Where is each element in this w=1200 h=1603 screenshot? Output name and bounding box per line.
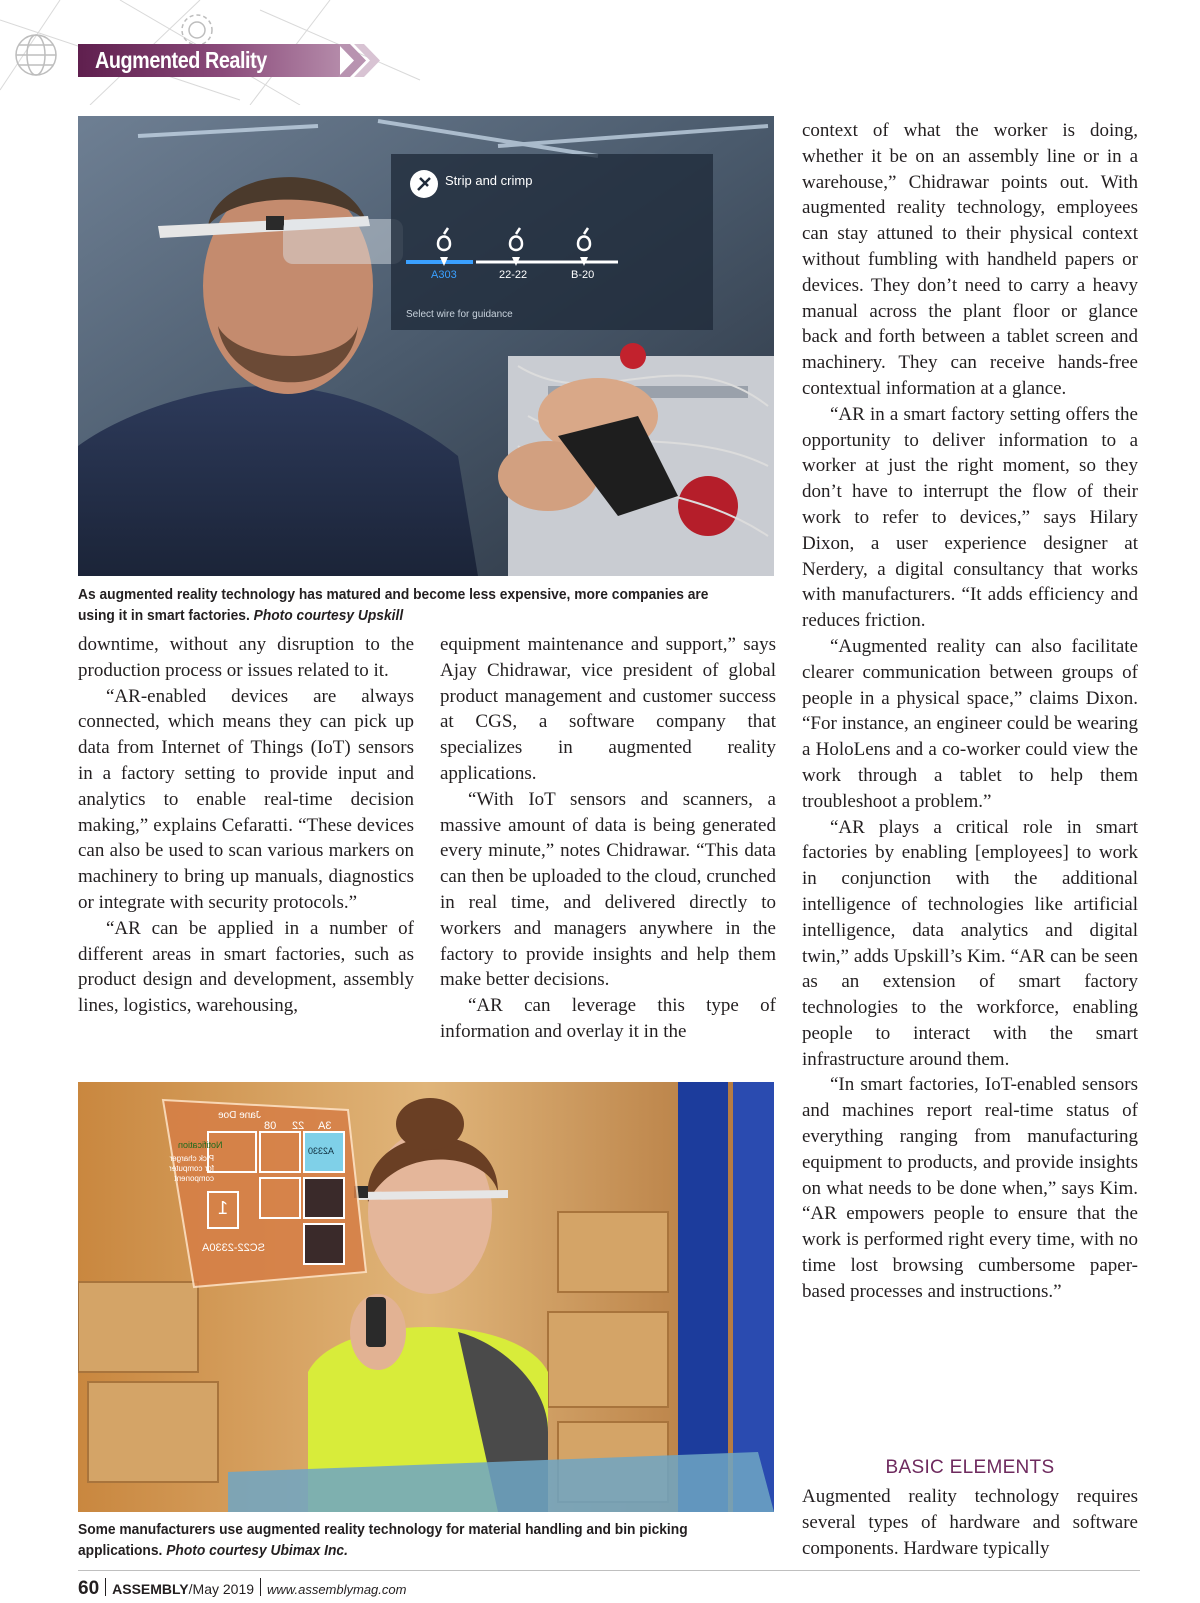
magazine-name: ASSEMBLY	[112, 1581, 189, 1597]
wire-label-a303: A303	[431, 269, 457, 281]
hud-cell: A2330	[308, 1146, 335, 1156]
paragraph: context of what the worker is doing, whether it be on an assembly line or in a warehouse,” Chidrawar points out. With augmented reality technology, employees can stay attuned to their physical context without fumbling with handheld papers or devices. They don’t need to carry a heavy manual across the plant floor or glance back and forth between a tablet screen and machinery. They can receive hands-free contextual information at a glance.	[802, 120, 1138, 399]
page-footer	[78, 1578, 406, 1602]
website-link[interactable]: www.assemblymag.com	[267, 1582, 407, 1597]
paragraph: equipment maintenance and support,” says Ajay Chidrawar, vice president of global product management and customer success at CGS, a software company that specializes in augmented reality applications.	[440, 634, 776, 784]
page-number: 60	[78, 1578, 100, 1599]
hud-count: 3A	[318, 1120, 332, 1132]
subhead-basic-elements: BASIC ELEMENTS	[885, 1457, 1055, 1478]
column-3	[802, 118, 1138, 1305]
overlay-hint: Select wire for guidance	[406, 309, 513, 320]
gear-icon	[182, 15, 212, 45]
paragraph: “AR plays a critical role in smart factories by enabling [employees] to work in conjunction with the additional intelligence of technologies like artificial intelligence, data analytics and digital twin,” adds Upskill’s Kim. “AR can be seen as an extension of smart factory technologies to the workforce, enabling people to interact with the smart infrastructure around them.	[802, 816, 1138, 1070]
wire-label-b20: B-20	[571, 269, 595, 281]
paragraph: “Augmented reality can also facilitate clearer communication between groups of people in a physical space,” claims Dixon. “For instance, an engineer could be wearing a HoloLens and a co-worker could view the work through a tablet to help them troubleshoot a problem.”	[802, 635, 1138, 812]
photo-credit: Photo courtesy Ubimax Inc.	[166, 1542, 348, 1559]
chevron-right-icon	[338, 44, 388, 77]
paragraph: “AR-enabled devices are always connected, which means they can pick up data from Internet of Things (IoT) sensors in a factory setting to provide input and analytics to enable real-time decision making,” explains Cefaratti. “These devices can also be used to scan various markers on machinery to bring up manuals, diagnostics or integrate with security protocols.”	[78, 685, 414, 913]
footer-divider	[105, 1578, 106, 1596]
hud-notification: Notification	[178, 1140, 223, 1150]
globe-icon	[16, 35, 56, 75]
paragraph: “In smart factories, IoT-enabled sensors and machines report real-time status of everything ranging from manufacturing equipment to products, and provide insights on what needs to be done when,” says Kim. “AR empowers people to ensure that the work is performed right every time, with no time lost browsing cumbersome paper-based processes and instructions.”	[802, 1074, 1138, 1302]
photo-credit: Photo courtesy Upskill	[253, 607, 404, 624]
hud-qty: 1	[218, 1198, 229, 1218]
photo2-caption	[78, 1519, 740, 1561]
caption-text: Some manufacturers use augmented reality technology for material handling and bin picking applications.	[78, 1521, 688, 1559]
hud-user: Jane Doe	[218, 1110, 261, 1121]
hud-count: 22	[292, 1120, 305, 1132]
overlay-step-label: Strip and crimp	[445, 173, 533, 188]
paragraph: Augmented reality technology requires several types of hardware and software components. Hardware typically	[802, 1486, 1138, 1559]
paragraph: downtime, without any disruption to the production process or issues related to it.	[78, 634, 414, 681]
column-3-continued	[802, 1484, 1138, 1561]
photo1-caption	[78, 584, 740, 626]
hud-code: SC22-2330A	[202, 1242, 265, 1254]
paragraph: “AR in a smart factory setting offers the opportunity to deliver information to a worker at just the right moment, so they don’t have to interrupt the flow of their work to refer to devices,” says Hilary Dixon, a user experience designer at Nerdery, a digital consultancy that works with manufacturers. “It adds efficiency and reduces friction.	[802, 403, 1138, 632]
photo-ar-glasses-worker	[78, 116, 774, 576]
column-1	[78, 632, 414, 1019]
paragraph: “AR can be applied in a number of different areas in smart factories, such as product design and development, assembly lines, logistics, warehousing,	[78, 917, 414, 1017]
column-2	[440, 632, 776, 1045]
paragraph: “With IoT sensors and scanners, a massive amount of data is being generated every minute,” notes Chidrawar. “This data can then be uploaded to the cloud, crunched in real time, and delivered directly to workers and managers anywhere in the factory to provide insights and help them make better decisions.	[440, 788, 776, 991]
section-title: Augmented Reality	[95, 47, 267, 73]
photo-warehouse-ar-picking	[78, 1082, 774, 1512]
footer-divider	[260, 1578, 261, 1596]
issue-date: /May 2019	[188, 1581, 255, 1597]
paragraph: “AR can leverage this type of information and overlay it in the	[440, 995, 776, 1042]
caption-text: As augmented reality technology has matured and become less expensive, more companies are using it in smart factories.	[78, 586, 709, 624]
footer-rule	[78, 1570, 1140, 1571]
hud-count: 08	[264, 1120, 277, 1132]
hud-message: Pick charger for computer component	[169, 1154, 214, 1183]
wire-label-22-22: 22-22	[499, 269, 528, 281]
